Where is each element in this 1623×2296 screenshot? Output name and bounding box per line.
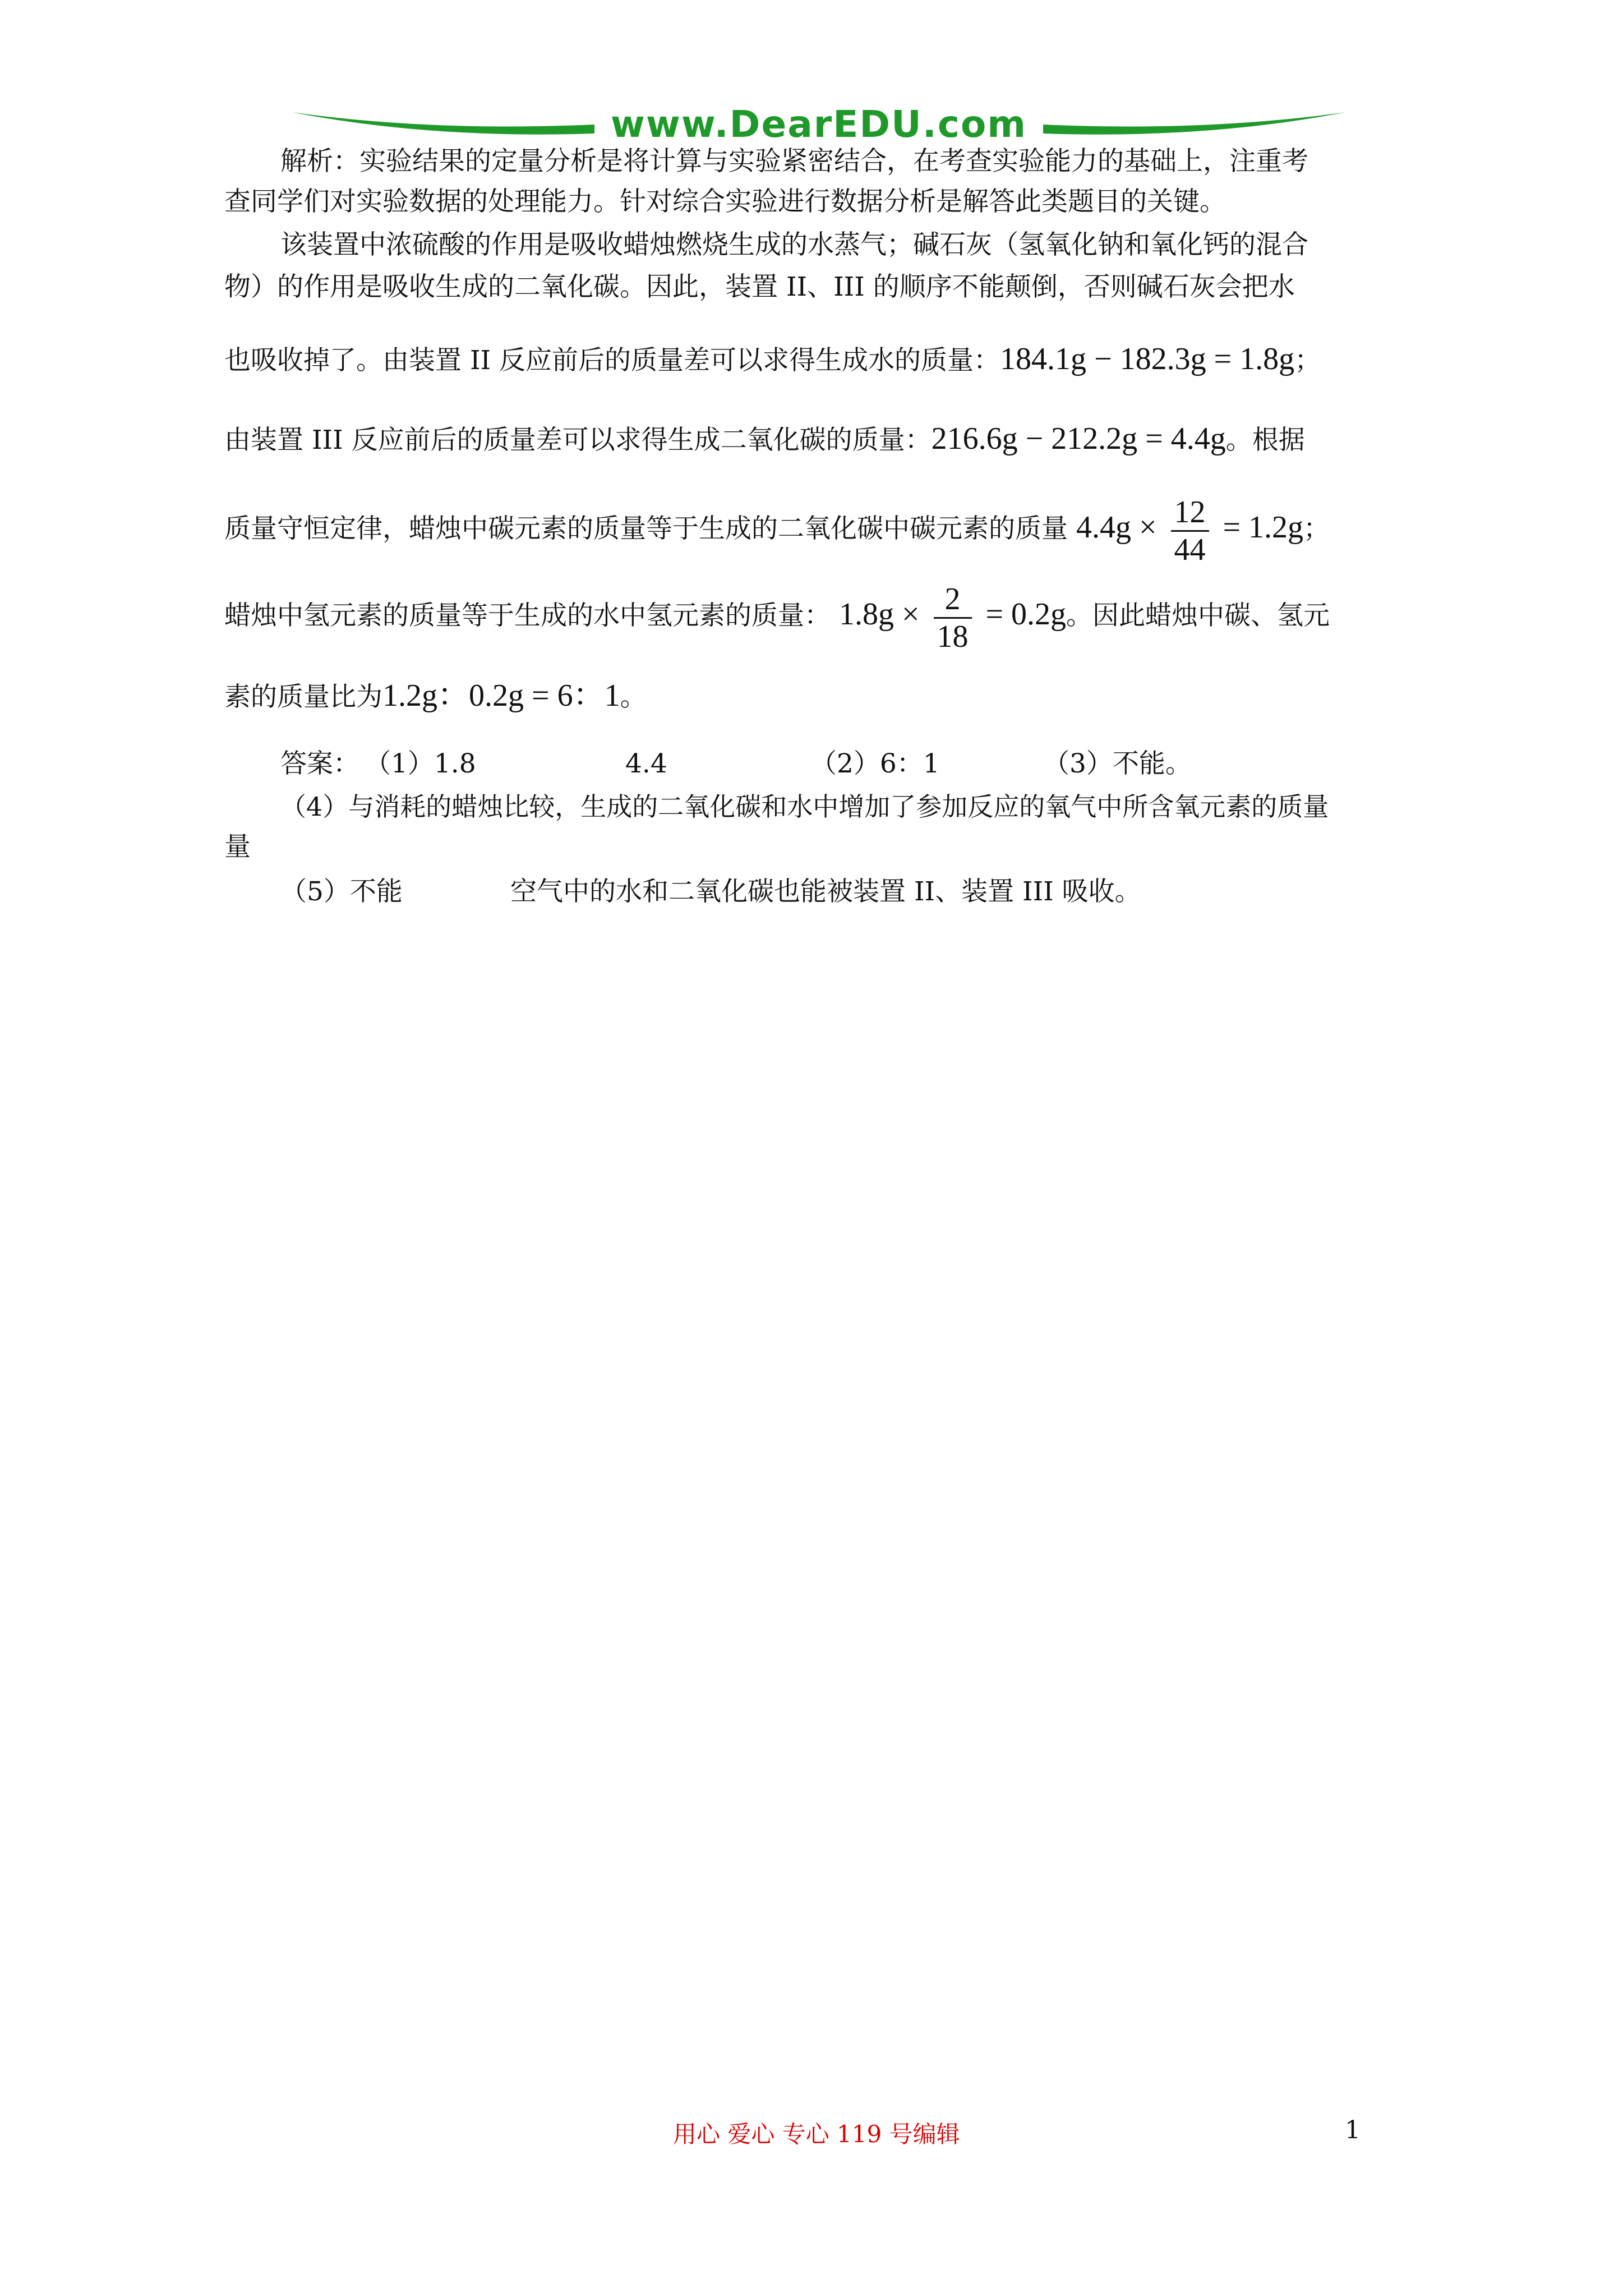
analysis-line-5 (224, 342, 1321, 378)
punctuation: 。根据 (1225, 425, 1305, 455)
answer-5-label: （5）不能 (280, 876, 403, 907)
answer-4-line1: （4）与消耗的蜡烛比较，生成的二氧化碳和水中增加了参加反应的氧气中所含氧元素的质量 (280, 792, 1329, 822)
fraction-numerator: 2 (934, 581, 972, 619)
answer-5-text: 空气中的水和二氧化碳也能被装置 II、装置 III 吸收。 (510, 876, 1141, 907)
page-number: 1 (1345, 2116, 1361, 2145)
analysis-text: 蜡烛中氢元素的质量等于生成的水中氢元素的质量： (224, 600, 831, 631)
answer-1-value2: 4.4 (625, 748, 667, 779)
hydrogen-fraction (934, 581, 972, 655)
analysis-line-4: 物）的作用是吸收生成的二氧化碳。因此，装置 II、III 的顺序不能颠倒，否则碱石灰会把水 (224, 272, 1295, 302)
header-banner (292, 101, 1346, 151)
analysis-line-6 (224, 422, 1305, 457)
answer-2: （2）6：1 (810, 748, 940, 779)
fraction-denominator: 18 (937, 619, 969, 654)
fraction-numerator: 12 (1171, 494, 1209, 532)
punctuation: ； (1294, 345, 1321, 376)
analysis-text: 质量守恒定律，蜡烛中碳元素的质量等于生成的二氧化碳中碳元素的质量 (224, 513, 1068, 544)
carbon-equation-left: 4.4g × (1076, 510, 1157, 545)
analysis-line-9 (224, 679, 647, 714)
answer-1: （1）1.8 (365, 748, 476, 779)
water-mass-equation: 184.1g − 182.3g = 1.8g (1000, 342, 1295, 376)
co2-mass-equation: 216.6g − 212.2g = 4.4g (931, 421, 1226, 456)
analysis-text: 也吸收掉了。由装置 II 反应前后的质量差可以求得生成水的质量： (224, 345, 1000, 376)
analysis-line-7 (224, 488, 1330, 568)
ratio-equation: 1.2g：0.2g = 6：1 (382, 678, 620, 713)
hydrogen-equation-left: 1.8g × (838, 597, 920, 632)
answer-3: （3）不能。 (1043, 748, 1192, 779)
footer-text: 用心 爱心 专心 119 号编辑 (673, 2120, 960, 2148)
carbon-equation-right: = 1.2g (1223, 510, 1304, 545)
analysis-text: 。因此蜡烛中碳、氢元 (1066, 600, 1330, 631)
analysis-text: 由装置 III 反应前后的质量差可以求得生成二氧化碳的质量： (224, 425, 932, 455)
answer-label: 答案： (280, 748, 359, 779)
answer-4-line2: 量 (224, 831, 251, 862)
analysis-line-3: 该装置中浓硫酸的作用是吸收蜡烛燃烧生成的水蒸气；碱石灰（氢氧化钠和氧化钙的混合 (280, 229, 1308, 260)
punctuation: 。 (620, 682, 647, 712)
analysis-line-8 (224, 575, 1330, 655)
hydrogen-equation-right: = 0.2g (985, 597, 1067, 632)
analysis-text: 素的质量比为 (224, 682, 382, 712)
analysis-line-2: 查同学们对实验数据的处理能力。针对综合实验进行数据分析是解答此类题目的关键。 (224, 186, 1226, 217)
site-logo-text: www.DearEDU.com (610, 103, 1027, 146)
punctuation: ； (1303, 513, 1330, 544)
fraction-denominator: 44 (1174, 532, 1206, 567)
carbon-fraction (1171, 494, 1209, 568)
analysis-line-1: 解析：实验结果的定量分析是将计算与实验紧密结合，在考查实验能力的基础上，注重考 (280, 146, 1308, 177)
